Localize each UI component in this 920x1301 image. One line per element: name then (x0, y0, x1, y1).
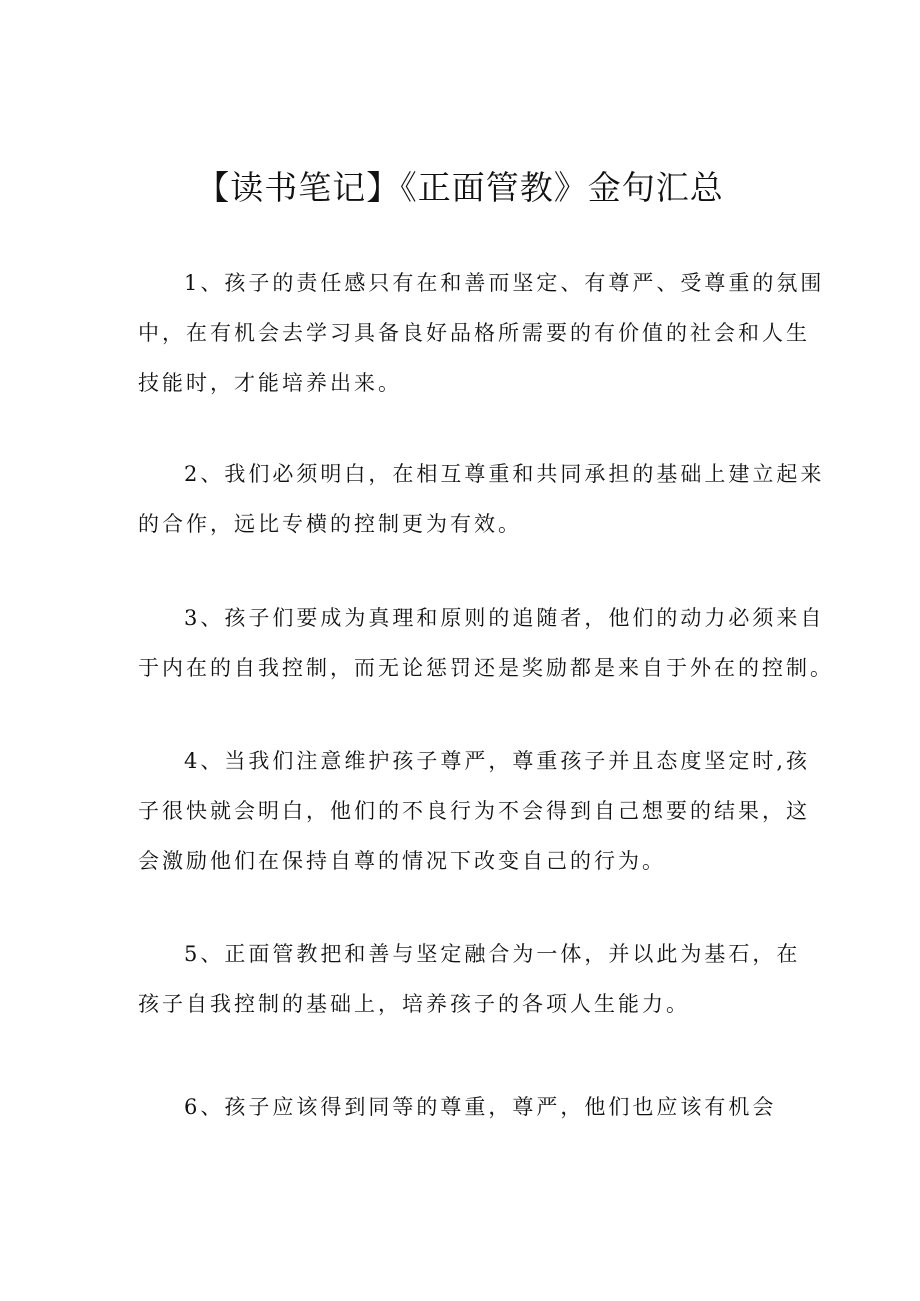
paragraph-line: 于内在的自我控制，而无论惩罚还是奖励都是来自于外在的控制。 (138, 656, 834, 680)
paragraph-6 (138, 1082, 776, 1132)
paragraph-2 (138, 449, 824, 549)
paragraph-line: 2、我们必须明白，在相互尊重和共同承担的基础上建立起来 (184, 462, 825, 486)
paragraph-line: 6、孩子应该得到同等的尊重，尊严，他们也应该有机会 (184, 1095, 777, 1119)
paragraph-line: 4、当我们注意维护孩子尊严，尊重孩子并且态度坚定时,孩 (184, 749, 811, 773)
paragraph-line: 的合作，远比专横的控制更为有效。 (138, 512, 522, 536)
paragraph-line: 3、孩子们要成为真理和原则的追随者，他们的动力必须来自 (184, 606, 825, 630)
document-title: 【读书笔记】《正面管教》金句汇总 (196, 168, 724, 207)
paragraph-line: 孩子自我控制的基础上，培养孩子的各项人生能力。 (138, 992, 690, 1016)
paragraph-4 (138, 736, 810, 886)
paragraph-line: 技能时，才能培养出来。 (138, 371, 402, 395)
paragraph-line: 子很快就会明白，他们的不良行为不会得到自己想要的结果，这 (138, 799, 810, 823)
paragraph-3 (138, 593, 834, 693)
paragraph-line: 1、孩子的责任感只有在和善而坚定、有尊严、受尊重的氛围 (184, 271, 825, 295)
paragraph-line: 5、正面管教把和善与坚定融合为一体，并以此为基石，在 (184, 942, 801, 966)
paragraph-1 (138, 258, 824, 408)
paragraph-5 (138, 929, 800, 1029)
paragraph-line: 会激励他们在保持自尊的情况下改变自己的行为。 (138, 849, 666, 873)
paragraph-line: 中，在有机会去学习具备良好品格所需要的有价值的社会和人生 (138, 321, 810, 345)
